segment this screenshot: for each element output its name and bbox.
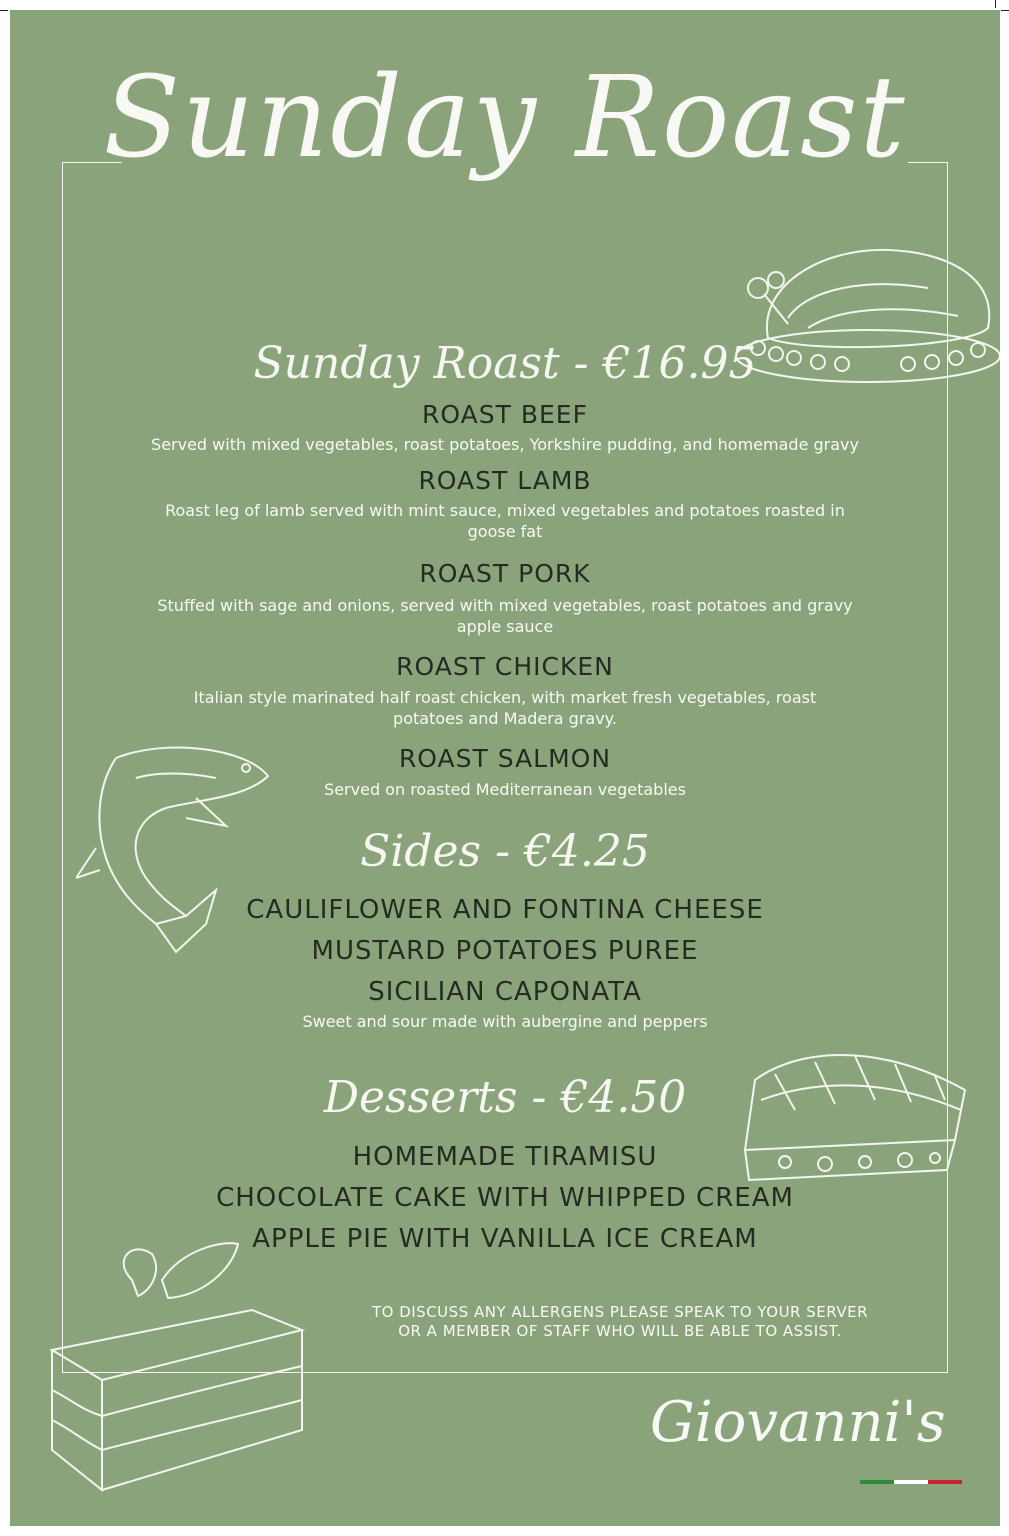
flag-stripe-green [860,1480,894,1484]
roast-pork-name: ROAST PORK [419,559,591,588]
allergen-line-1: TO DISCUSS ANY ALLERGENS PLEASE SPEAK TO YOUR SERVER [371,1303,869,1321]
crop-mark-right [1001,10,1009,11]
menu-card [10,10,1000,1526]
roast-salmon-desc: Served on roasted Mediterranean vegetables [324,780,686,799]
side-mustard-potatoes-name: MUSTARD POTATOES PUREE [311,936,699,966]
roast-salmon-name: ROAST SALMON [398,744,612,773]
cake-icon [42,1240,312,1500]
crop-mark-top [995,0,996,8]
roast-chicken-desc: Italian style marinated half roast chicken, with market fresh vegetables, roast potatoes and Madera gravy. [193,688,817,728]
allergen-line-2: OR A MEMBER OF STAFF WHO WILL BE ABLE TO ASSIST. [398,1322,842,1340]
roast-pork-desc: Stuffed with sage and onions, served with mixed vegetables, roast potatoes and gravy apple sauce [157,596,853,636]
crop-mark-left [0,10,8,11]
side-caponata-desc: Sweet and sour made with aubergine and peppers [302,1012,708,1031]
side-caponata-name: SICILIAN CAPONATA [368,977,642,1007]
roast-lamb-desc: Roast leg of lamb served with mint sauce, mixed vegetables and potatoes roasted in goose fat [165,501,845,541]
side-cauliflower-name: CAULIFLOWER AND FONTINA CHEESE [246,895,764,925]
dessert-tiramisu-name: HOMEMADE TIRAMISU [352,1142,658,1172]
sides-heading: Sides - €4.25 [360,826,650,877]
allergen-notice [330,1303,910,1341]
roast-beef-desc: Served with mixed vegetables, roast potatoes, Yorkshire pudding, and homemade gravy [151,435,859,454]
roast-beef-name: ROAST BEEF [422,400,588,429]
brand-logo: Giovanni's [650,1390,946,1455]
dessert-chocolate-cake-name: CHOCOLATE CAKE WITH WHIPPED CREAM [216,1183,794,1213]
roast-lamb-name: ROAST LAMB [418,466,592,495]
roast-chicken-name: ROAST CHICKEN [396,652,614,681]
desserts-heading: Desserts - €4.50 [323,1072,687,1123]
dessert-apple-pie-name: APPLE PIE WITH VANILLA ICE CREAM [252,1224,758,1254]
page-title: Sunday Roast [103,53,907,183]
roasts-heading: Sunday Roast - €16.95 [253,338,757,389]
flag-stripe-red [928,1480,962,1484]
flag-stripe-white [894,1480,928,1484]
